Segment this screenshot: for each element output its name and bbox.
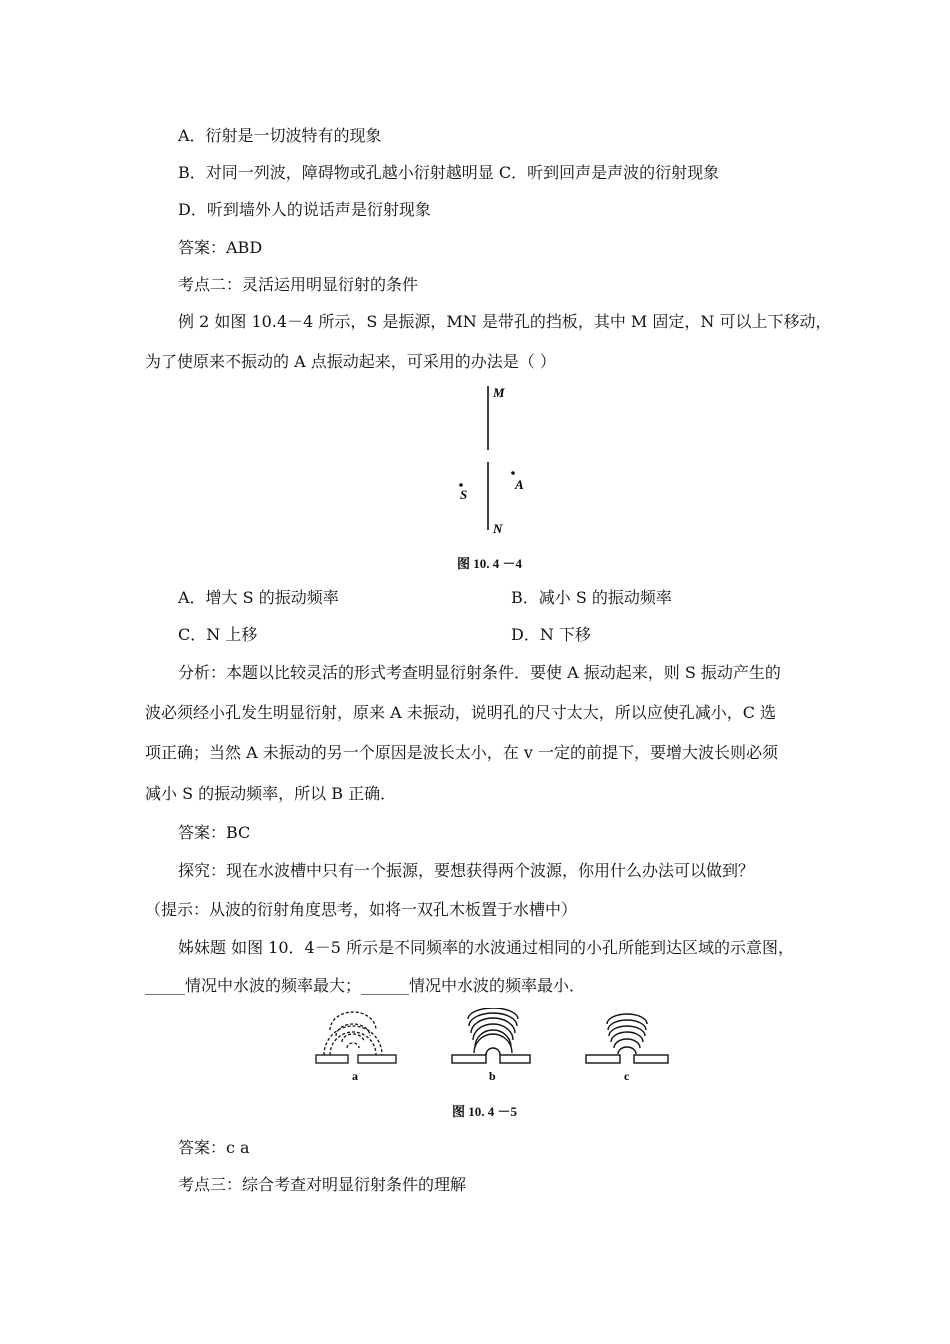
point-a (511, 471, 515, 475)
example2-line2: 为了使原来不振动的 A 点振动起来，可采用的办法是（ ） (145, 352, 556, 371)
example2-answer: 答案：BC (178, 823, 251, 842)
diagram-a (316, 1012, 396, 1063)
label-m: M (493, 385, 505, 400)
hint-text: （提示：从波的衍射角度思考，如将一双孔木板置于水槽中） (145, 900, 578, 919)
example2-option-b: B．减小 S 的振动频率 (511, 588, 672, 607)
label-a: A (515, 477, 524, 492)
q1-option-b-c: B．对同一列波，障碍物或孔越小衍射越明显 C．听到回声是声波的衍射现象 (178, 163, 720, 182)
q1-option-d: D．听到墙外人的说话声是衍射现象 (178, 200, 431, 219)
point2-heading: 考点二：灵活运用明显衍射的条件 (178, 275, 419, 294)
analysis-line-2: 波必须经小孔发生明显衍射，原来 A 未振动，说明孔的尺寸太大，所以应使孔减小，C 选 (145, 703, 777, 722)
example2-option-d: D．N 下移 (511, 625, 591, 644)
sister-problem-line1: 姊妹题 如图 10．4－5 所示是不同频率的水波通过相同的小孔所能到达区域的示意图， (178, 938, 794, 957)
figure-caption-10-4-4: 图 10. 4 －4 (457, 556, 523, 571)
label-n: N (493, 521, 503, 536)
sister-problem-line2: _____情况中水波的频率最大；______情况中水波的频率最小． (145, 976, 586, 995)
diagram-c (586, 1014, 668, 1063)
example2-option-a: A．增大 S 的振动频率 (178, 588, 339, 607)
analysis-line-4: 减小 S 的振动频率，所以 B 正确． (145, 784, 397, 803)
example2-line1: 例 2 如图 10.4－4 所示，S 是振源，MN 是带孔的挡板，其中 M 固定，N 可以上下移动， (178, 312, 832, 331)
example2-option-c: C．N 上移 (178, 625, 258, 644)
q1-option-a: A．衍射是一切波特有的现象 (178, 126, 382, 145)
diagram-label-c: c (624, 1069, 630, 1083)
explore-text: 探究：现在水波槽中只有一个振源，要想获得两个波源，你用什么办法可以做到？ (178, 861, 755, 880)
figure-caption-10-4-5: 图 10. 4 －5 (452, 1104, 518, 1119)
q1-answer: 答案：ABD (178, 238, 263, 257)
figure-10-4-4 (440, 382, 550, 542)
point3-heading: 考点三：综合考查对明显衍射条件的理解 (178, 1175, 467, 1194)
label-s: S (460, 487, 468, 502)
analysis-line-3: 项正确；当然 A 未振动的另一个原因是波长太小，在 v 一定的前提下，要增大波长则必须 (145, 743, 778, 762)
sister-answer: 答案：c a (178, 1138, 250, 1157)
diagram-label-b: b (489, 1069, 496, 1083)
diagram-b (452, 1008, 530, 1063)
figure-10-4-5 (310, 1008, 680, 1090)
analysis-line-1: 分析：本题以比较灵活的形式考查明显衍射条件．要使 A 振动起来，则 S 振动产生的 (178, 663, 781, 682)
diagram-label-a: a (352, 1069, 358, 1083)
